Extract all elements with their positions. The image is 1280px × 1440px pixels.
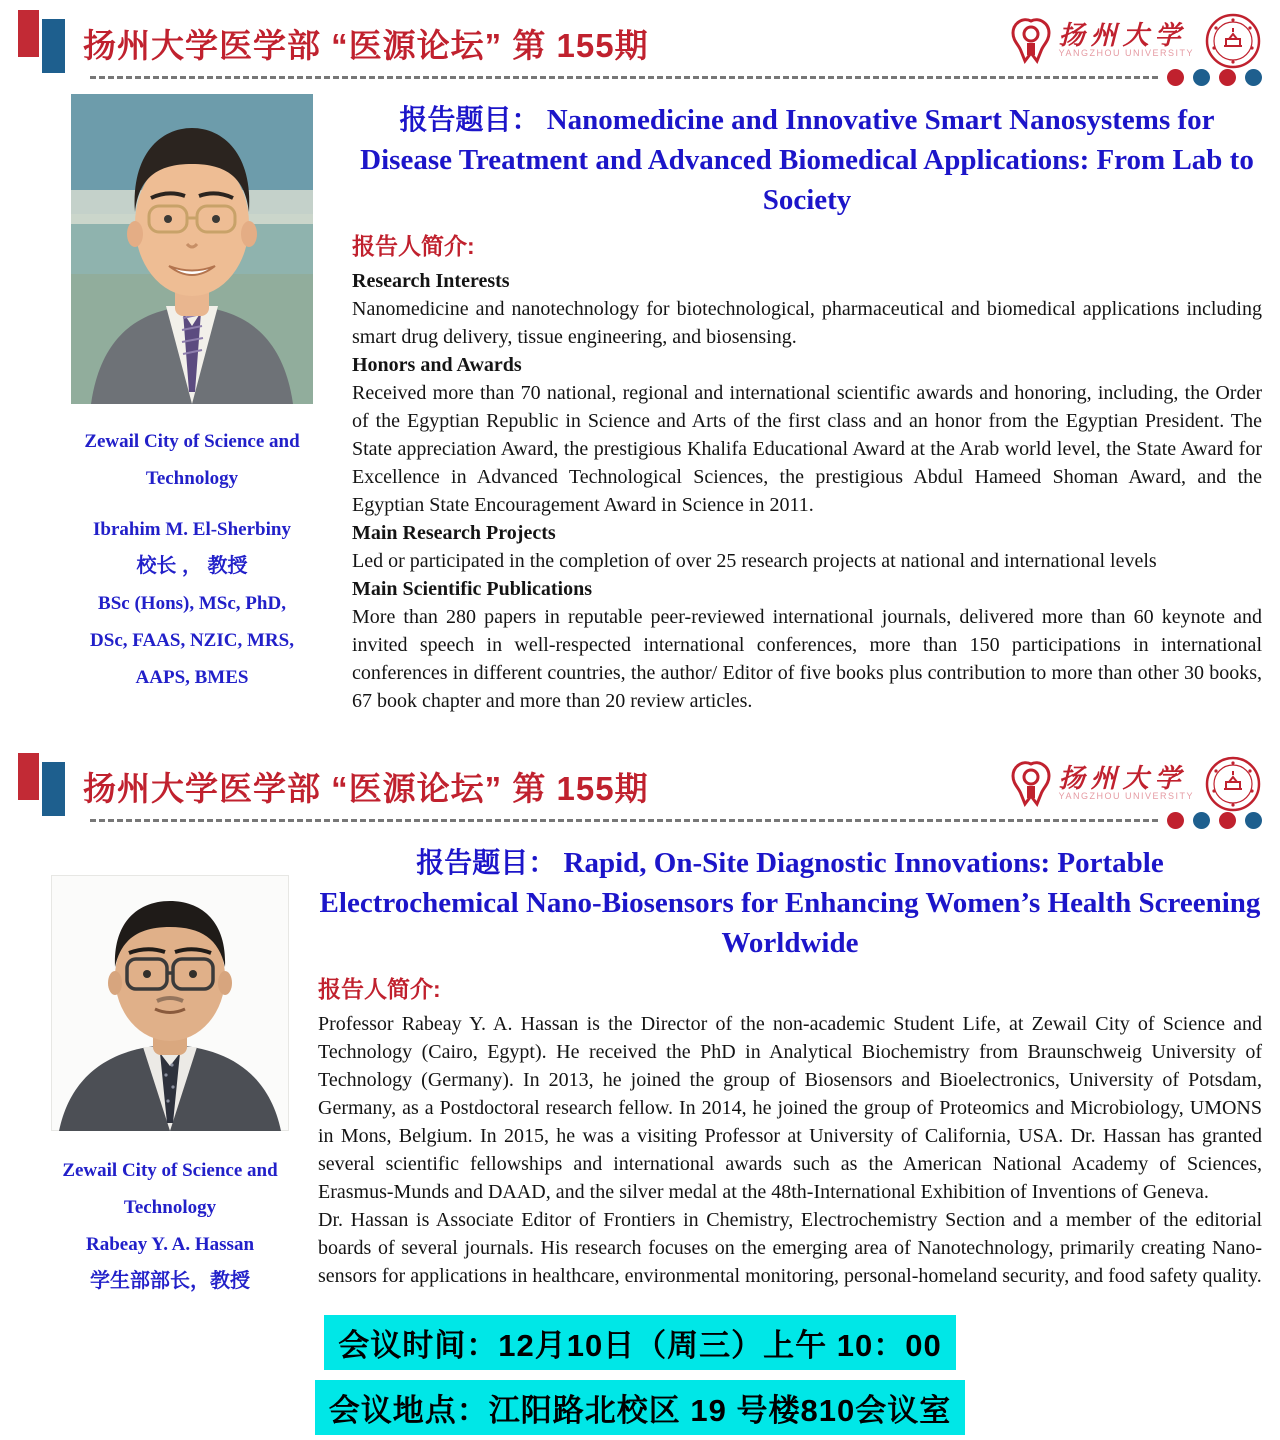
header-logos <box>1009 755 1262 813</box>
divider-dot-blue <box>1245 69 1262 86</box>
talk2-title: 报告题目： Rapid, On-Site Diagnostic Innovations: Portable Electrochemical Nano-Biosensors for Enhancing Women’s Health Screening Worldwide <box>319 847 1261 959</box>
yangzhou-university-logo <box>1009 760 1194 808</box>
meeting-place: 会议地点：江阳路北校区 19 号楼810会议室 <box>315 1380 965 1435</box>
speaker1-name: Ibrahim M. El-Sherbiny <box>93 519 291 540</box>
meeting-info <box>0 1310 1280 1440</box>
speaker2-affiliation: Zewail City of Science and Technology <box>62 1160 278 1218</box>
talk2-bio <box>318 1010 1262 1290</box>
yzu-logo-en: YANGZHOU UNIVERSITY <box>1058 791 1194 801</box>
divider-dot-red <box>1219 812 1236 829</box>
yzu-emblem-icon <box>1009 17 1053 65</box>
speaker2-title-cn: 学生部部长，教授 <box>90 1270 250 1292</box>
talk1-intro-label: 报告人简介: <box>352 233 475 259</box>
talk2-intro-label: 报告人简介: <box>318 976 441 1002</box>
bio-paragraph: More than 280 papers in reputable peer-reviewed international journals, delivered more than 60 keynote and invited speech in well-respected international conferences, more than 150 participations in international conferences in different countries, the author/ Editor of five books plus contribution to more than other 30 books, 67 book chapter and more than 20 review articles. <box>352 606 1262 712</box>
bio-paragraph: Led or participated in the completion of over 25 research projects at national and international levels <box>352 550 1157 572</box>
header-logos <box>1009 12 1262 70</box>
talk2-title-label: 报告题目： <box>416 847 557 878</box>
bio-paragraph: Professor Rabeay Y. A. Hassan is the Director of the non-academic Student Life, at Zewail City of Science and Technology (Cairo, Egypt). He received the PhD in Analytical Biochemistry from Braunschweig University of Technology (Germany). In 2013, he joined the group of Biosensors and Bioelectronics, University of Potsdam, Germany, as a Postdoctoral research fellow. In 2014, he joined the group of Proteomics and Microbiology, UMONS in Mons, Belgium. In 2015, he was a visiting Professor at University of California, USA. Dr. Hassan has granted several scientific fellowships and international awards such as the American National Academy of Sciences, Erasmus-Munds and DAAD, and the silver medal at the 48th-International Exhibition of Inventions of Geneva. <box>318 1013 1262 1203</box>
divider-dot-red <box>1167 69 1184 86</box>
speaker1-credentials: AAPS, BMES <box>135 667 249 688</box>
section1-header <box>0 0 1280 66</box>
yzu-logo-en: YANGZHOU UNIVERSITY <box>1058 48 1194 58</box>
divider-dot-red <box>1167 812 1184 829</box>
forum-title: 扬州大学医学部 “医源论坛” 第 155期 <box>83 27 649 64</box>
accent-bars-icon <box>18 753 65 816</box>
talk1-column <box>352 94 1262 715</box>
section-talk-2 <box>0 743 1280 1300</box>
divider-dot-red <box>1219 69 1236 86</box>
section1-content <box>0 88 1280 715</box>
meeting-time: 会议时间：12月10日（周三）上午 10：00 <box>324 1315 956 1370</box>
divider-dot-blue <box>1245 812 1262 829</box>
speaker2-photo <box>51 875 289 1131</box>
speaker1-title-cn: 校长 ， 教授 <box>136 555 248 577</box>
divider-dot-blue <box>1193 812 1210 829</box>
bio-heading: Main Scientific Publications <box>352 578 592 600</box>
speaker1-affiliation: Zewail City of Science and Technology <box>84 431 300 489</box>
yzu-emblem-icon <box>1009 760 1053 808</box>
speaker1-credentials: BSc (Hons), MSc, PhD, <box>98 593 286 614</box>
section-talk-1 <box>0 0 1280 715</box>
talk1-title: 报告题目： Nanomedicine and Innovative Smart Nanosystems for Disease Treatment and Advanced Biomedical Applications: From Lab to Society <box>360 104 1254 216</box>
speaker2-caption <box>30 1152 310 1300</box>
speaker1-caption <box>58 423 326 696</box>
bio-heading: Honors and Awards <box>352 354 522 376</box>
divider-dot-blue <box>1193 69 1210 86</box>
bio-paragraph: Nanomedicine and nanotechnology for biotechnological, pharmaceutical and biomedical applications including smart drug delivery, tissue engineering, and biosensing. <box>352 298 1262 348</box>
bio-heading: Main Research Projects <box>352 522 556 544</box>
speaker1-credentials: DSc, FAAS, NZIC, MRS, <box>90 630 294 651</box>
yangzhou-university-logo <box>1009 17 1194 65</box>
yzu-logo-cn: 扬州大学 <box>1058 21 1187 50</box>
bio-paragraph: Received more than 70 national, regional and international scientific awards and honoring, including, the Order of the Egyptian Republic in Science and Arts of the first class and an honor from the Egyptian President. The State appreciation Award, the prestigious Khalifa Educational Award at the Arab world level, the State Award for Excellence in Advanced Technological Sciences, the prestigious Abdul Hameed Shoman Award, and the Egyptian State Encouragement Award in Science in 2011. <box>352 382 1262 516</box>
section2-content <box>0 831 1280 1300</box>
speaker1-column <box>58 94 326 715</box>
talk1-bio <box>352 267 1262 715</box>
speaker2-name: Rabeay Y. A. Hassan <box>85 1234 255 1255</box>
section2-header <box>0 743 1280 809</box>
speaker2-column <box>30 837 310 1300</box>
talk2-column <box>318 837 1262 1300</box>
yzu-logo-cn: 扬州大学 <box>1058 764 1187 793</box>
forum-title: 扬州大学医学部 “医源论坛” 第 155期 <box>83 770 649 807</box>
speaker1-photo <box>71 94 313 404</box>
university-seal-icon <box>1204 755 1262 813</box>
talk1-title-label: 报告题目： <box>399 104 540 135</box>
bio-heading: Research Interests <box>352 270 510 292</box>
accent-bars-icon <box>18 10 65 73</box>
bio-paragraph: Dr. Hassan is Associate Editor of Frontiers in Chemistry, Electrochemistry Section and a member of the editorial boards of several journals. His research focuses on the emerging area of Nanotechnology, primarily creating Nano-sensors for applications in healthcare, environmental monitoring, personal-homeland security, and food safety quality. <box>318 1209 1262 1287</box>
university-seal-icon <box>1204 12 1262 70</box>
